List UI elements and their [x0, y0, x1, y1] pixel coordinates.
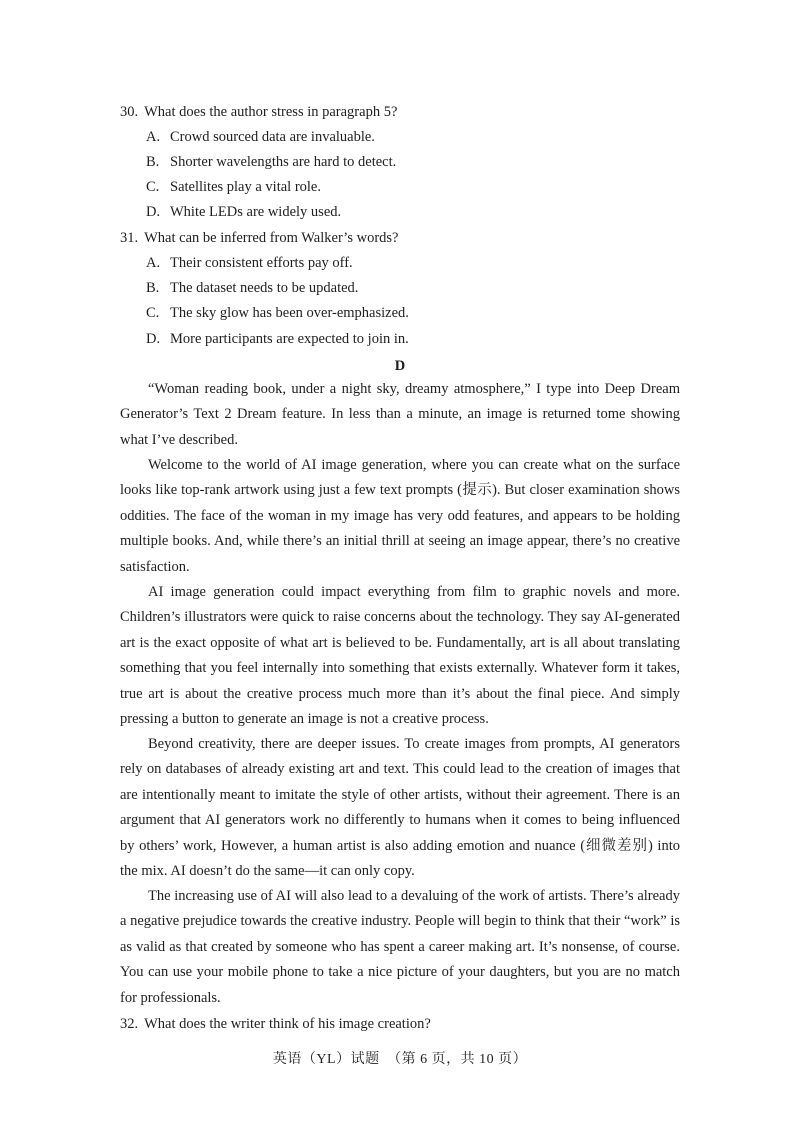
option-letter: A. [146, 255, 161, 271]
passage-paragraph-2: Welcome to the world of AI image generation, where you can create what on the surface looks like top-rank artwork using just a few text prompts (提示). But closer examination shows oddities. The face of the woman in my image has very odd features, and appears to be holding multiple books. And, while there’s an initial thrill at seeing an image appear, there’s no creative satisfaction. [120, 457, 680, 575]
option-letter: D. [146, 204, 161, 220]
passage-paragraph-5: The increasing use of AI will also lead to a devaluing of the work of artists. There’s already a negative prejudice towards the creative industry. People will begin to think that their “work” is as valid as that created by someone who has spent a career making art. It’s nonsense, of course. You can use your mobile phone to take a nice picture of your daughters, but you are no match for professionals. [120, 888, 680, 1006]
question-number: 30. [120, 104, 139, 120]
option-text: Satellites play a vital role. [170, 179, 321, 195]
question-31-option-a [146, 254, 353, 272]
question-30-option-a [146, 128, 375, 146]
option-text: Their consistent efforts pay off. [170, 255, 353, 271]
question-text: What does the writer think of his image creation? [144, 1016, 431, 1032]
passage-paragraph-4: Beyond creativity, there are deeper issues. To create images from prompts, AI generators rely on databases of already existing art and text. This could lead to the creation of images that are intentionally meant to imitate the style of other artists, without their agreement. There is an argument that AI generators work no differently to humans when it comes to being influenced by others’ work, However, a human artist is also adding emotion and nuance (细微差别) into the mix. AI doesn’t do the same—it can only copy. [120, 736, 680, 880]
question-32-stem [120, 1015, 431, 1033]
option-text: Crowd sourced data are invaluable. [170, 129, 375, 145]
option-letter: C. [146, 179, 160, 195]
option-text: The sky glow has been over-emphasized. [170, 305, 409, 321]
question-number: 31. [120, 230, 139, 246]
section-title: D [394, 358, 406, 374]
option-letter: C. [146, 305, 160, 321]
option-letter: A. [146, 129, 161, 145]
option-letter: B. [146, 280, 160, 296]
question-30-option-d [146, 203, 341, 221]
question-30-option-b [146, 153, 396, 171]
question-31-stem [120, 229, 398, 247]
option-text: Shorter wavelengths are hard to detect. [170, 154, 397, 170]
page-footer: 英语（YL）试题 （第 6 页，共 10 页） [272, 1052, 528, 1067]
option-letter: B. [146, 154, 160, 170]
option-text: More participants are expected to join in. [170, 331, 409, 347]
question-text: What does the author stress in paragraph 5? [144, 104, 398, 120]
option-letter: D. [146, 331, 161, 347]
question-30-stem [120, 103, 397, 121]
question-number: 32. [120, 1016, 139, 1032]
question-31-option-d [146, 330, 409, 348]
option-text: White LEDs are widely used. [170, 204, 342, 220]
option-text: The dataset needs to be updated. [170, 280, 359, 296]
question-30-option-c [146, 178, 321, 196]
passage-paragraph-1: “Woman reading book, under a night sky, dreamy atmosphere,” I type into Deep Dream Generator’s Text 2 Dream feature. In less than a minute, an image is returned tome showing what I’ve described. [120, 381, 680, 448]
passage-paragraph-3: AI image generation could impact everything from film to graphic novels and more. Children’s illustrators were quick to raise concerns about the technology. They say AI-generated art is the exact opposite of what art is believed to be. Fundamentally, art is all about translating something that you feel internally into something that exists externally. Whatever form it takes, true art is about the creative process much more than it’s about the final piece. And simply pressing a button to generate an image is not a creative process. [120, 584, 680, 728]
question-text: What can be inferred from Walker’s words? [144, 230, 399, 246]
question-31-option-c [146, 304, 409, 322]
question-31-option-b [146, 279, 358, 297]
